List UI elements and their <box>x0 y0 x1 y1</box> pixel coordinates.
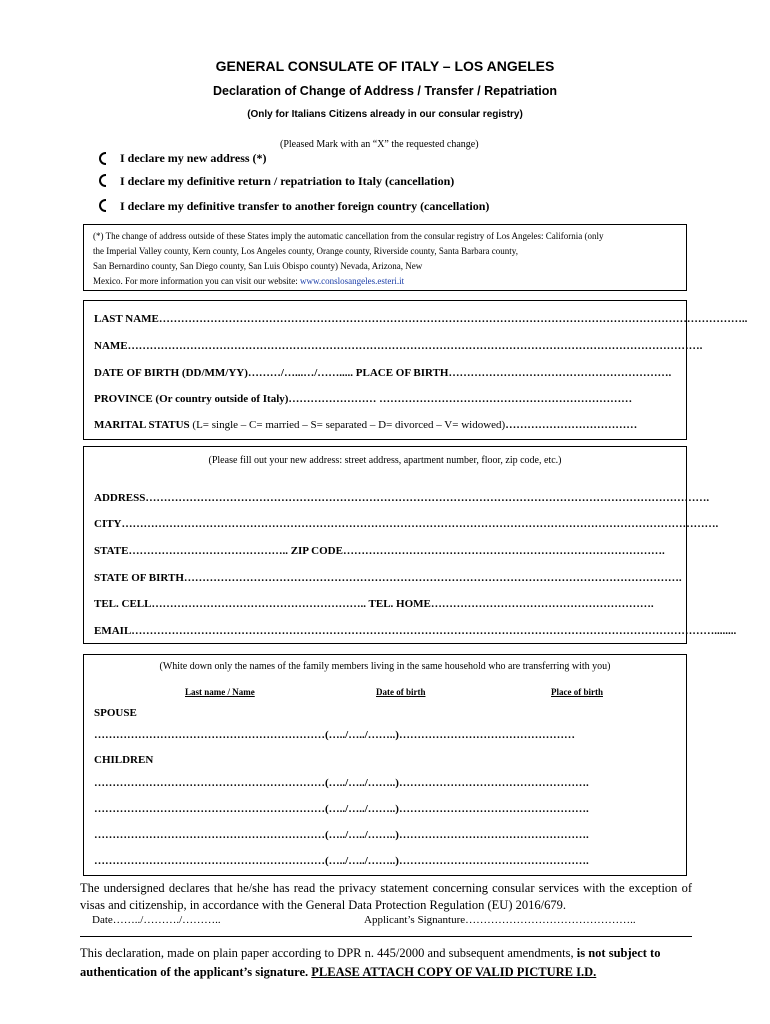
spouse-label: SPOUSE <box>94 707 137 719</box>
column-date-header: Date of birth <box>376 687 426 697</box>
declaration-note <box>80 944 692 982</box>
name-field[interactable]: NAME…………………………………………………………………………………………………………………………………………. <box>94 340 703 352</box>
column-name-header: Last name / Name <box>185 687 255 697</box>
privacy-statement: The undersigned declares that he/she has read the privacy statement concerning consular services with the exception of visas and citizenship, in accordance with the General Data Protection Regulation (EU) 2016/679. <box>80 881 692 912</box>
date-place-of-birth-field[interactable]: DATE OF BIRTH (DD/MM/YY)………/…...…/……..... PLACE OF BIRTH……………………………………………………. <box>94 367 672 379</box>
marital-status-label: MARITAL STATUS <box>94 419 190 431</box>
date-field[interactable]: Date……../………./……….. <box>92 914 221 926</box>
transfer-label: I declare my definitive transfer to another foreign country (cancellation) <box>120 199 490 213</box>
notice-line-2: the Imperial Valley county, Kern county, Los Angeles county, Orange county, Riverside county, Santa Barbara county, <box>93 246 518 256</box>
registry-note: (Only for Italians Citizens already in our consular registry) <box>247 109 523 120</box>
column-place-header: Place of birth <box>551 687 603 697</box>
state-zip-field[interactable]: STATE…………………………………….. ZIP CODE……………………………………………………………………………. <box>94 545 665 557</box>
signature-field[interactable]: Applicant’s Signanture……………………………………….. <box>364 914 636 926</box>
page-subtitle: Declaration of Change of Address / Transfer / Repatriation <box>212 84 558 98</box>
notice-line-3: San Bernardino county, San Diego county, San Luis Obispo county) Nevada, Arizona, New <box>93 261 423 271</box>
marital-status-field[interactable] <box>94 419 637 431</box>
last-name-field[interactable]: LAST NAME…………………………………………………………………………………………………………………………………………….. <box>94 313 748 325</box>
address-instruction: (Please fill out your new address: street address, apartment number, floor, zip code, etc.) <box>208 455 562 466</box>
declaration-bold-text: is not subject to authentication of the applicant’s signature. <box>80 946 661 979</box>
notice-line-1: (*) The change of address outside of these States imply the automatic cancellation from the consular registry of Los Angeles: California (only <box>93 231 604 241</box>
new-address-label: I declare my new address (*) <box>120 151 267 165</box>
child-row[interactable]: ………………………………………………………(…../…../……..)……………………………………………. <box>94 855 589 867</box>
province-field[interactable]: PROVINCE (Or country outside of Italy)…………………… …………………………………………………………… <box>94 393 633 405</box>
family-box <box>83 654 687 876</box>
transfer-radio[interactable] <box>99 199 112 212</box>
marital-status-options: (L= single – C= married – S= separated – D= divorced – V= widowed) <box>189 419 506 431</box>
family-instruction: (White down only the names of the family members living in the same household who are transferring with you) <box>159 661 611 672</box>
state-of-birth-field[interactable]: STATE OF BIRTH………………………………………………………………………………………………………………………. <box>94 572 682 584</box>
child-row[interactable]: ………………………………………………………(…../…../……..)……………………………………………. <box>94 777 589 789</box>
notice-box <box>83 224 687 291</box>
personal-info-box <box>83 300 748 440</box>
divider <box>80 936 692 937</box>
children-label: CHILDREN <box>94 754 154 766</box>
address-box <box>83 446 737 644</box>
child-row[interactable]: ………………………………………………………(…../…../……..)……………………………………………. <box>94 829 589 841</box>
repatriation-radio[interactable] <box>99 174 112 187</box>
consulate-website-link[interactable]: www.conslosangeles.esteri.it <box>299 276 405 286</box>
email-field[interactable]: EMAIL……………………………………………………………………………………………………………………………………………........ <box>94 625 737 637</box>
telephone-field[interactable]: TEL. CELL………………………………………………….. TEL. HOME……………………………………………………. <box>94 598 654 610</box>
address-field[interactable]: ADDRESS………………………………………………………………………………………………………………………………………. <box>94 492 710 504</box>
notice-line-4: Mexico. For more information you can visit our website: <box>93 276 300 286</box>
spouse-row[interactable]: ………………………………………………………(…../…../……..)………………………………………… <box>94 729 575 741</box>
child-row[interactable]: ………………………………………………………(…../…../……..)……………………………………………. <box>94 803 589 815</box>
marital-status-dots: ……………………………… <box>505 419 638 431</box>
attach-id-notice: PLEASE ATTACH COPY OF VALID PICTURE I.D. <box>311 965 597 979</box>
options-instruction: (Pleased Mark with an “X” the requested change) <box>280 139 479 150</box>
repatriation-label: I declare my definitive return / repatriation to Italy (cancellation) <box>120 174 455 188</box>
city-field[interactable]: CITY………………………………………………………………………………………………………………………………………………. <box>94 518 719 530</box>
page-title: GENERAL CONSULATE OF ITALY – LOS ANGELES <box>215 58 555 74</box>
declaration-text: This declaration, made on plain paper according to DPR n. 445/2000 and subsequent amendments, <box>80 946 577 960</box>
new-address-radio[interactable] <box>99 152 112 165</box>
